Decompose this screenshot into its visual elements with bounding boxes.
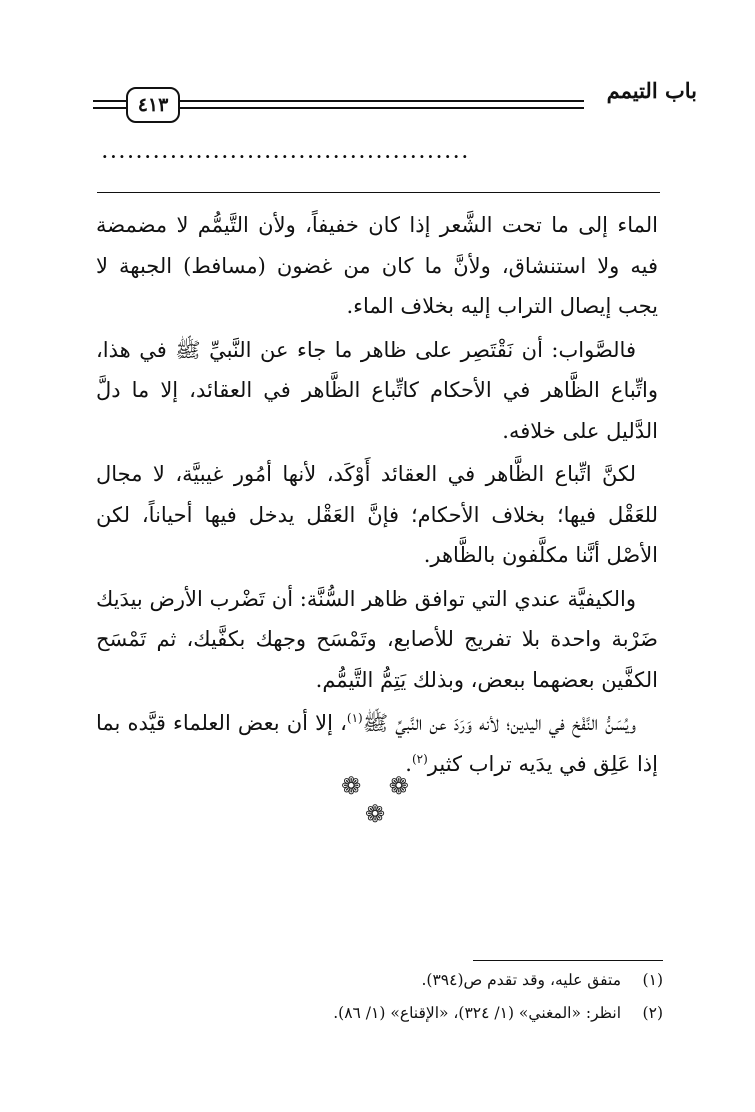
footnote-ref-2[interactable]: (٢): [411, 751, 428, 766]
paragraph: والكيفيَّة عندي التي توافق ظاهر السُّنَّة: أن تَضْرب الأرض بيدَيك ضَرْبة واحدة بلا تفريج للأصابع، وتَمْسَح وجهك بكفَّيك، ثم تَمْسَح الكفَّين بعضهما ببعض، وبذلك يَتِمُّ التَّيمُّم.: [96, 586, 658, 692]
footnote-number: (١): [642, 971, 663, 989]
footnote: [103, 997, 663, 1030]
page-number: ٤١٣: [126, 87, 180, 123]
footnote-text: انظر: «المغني» (١/ ٣٢٤)، «الإقناع» (١/ ٨٦).: [333, 1004, 621, 1022]
footnote-ref-1[interactable]: (١): [346, 711, 363, 725]
footnotes: [103, 964, 663, 1030]
paragraph-text: ، إلا أن بعض العلماء قيَّده بما إذا عَلِق في يدَيه تراب كثير: [96, 711, 658, 776]
dotted-separator: ...........................................: [102, 143, 471, 162]
paragraph-text: .: [405, 751, 412, 776]
paragraph: لكنَّ اتِّباع الظَّاهر في العقائد أَوْكَد، لأنها أمُور غيبيَّة، لا مجال للعَقْل فيها؛ بخلاف الأحكام؛ فإنَّ العَقْل يدخل فيها أحياناً، لكن الأصْل أنَّنا مكلَّفون بالظَّاهر.: [96, 462, 658, 567]
paragraph: الماء إلى ما تحت الشَّعر إذا كان خفيفاً، ولأن التَّيمُّم لا مضمضة فيه ولا استنشاق، ولأنَّ ما كان من غضون (مسافط) الجبهة لا يجب إيصال التراب إليه بخلاف الماء.: [96, 213, 658, 318]
header-rule: [176, 100, 584, 102]
footnote-number: (٢): [642, 1004, 663, 1022]
header-rule-left: [93, 100, 129, 102]
footnote: [103, 964, 663, 997]
flower-separator-icon: ❁ ❁ ❁: [341, 772, 419, 828]
paragraph: فالصَّواب: أن نَقْتَصِر على ظاهر ما جاء عن النَّبيِّ ﷺ في هذا، واتِّباع الظَّاهر في الأحكام كاتِّباع الظَّاهر في العقائد، إلا ما دلَّ الدَّليل على خلافه.: [96, 337, 658, 443]
body-text: [96, 205, 658, 784]
section-rule: [97, 192, 660, 193]
footnote-rule: [473, 960, 663, 961]
paragraph-text: ويُسَنُّ النَّفْخ في اليدين؛ لأنه وَرَدَ عن النَّبيِّ ﷺ: [362, 711, 636, 735]
header-rule: [176, 107, 584, 109]
header-rule-left: [93, 107, 129, 109]
footnote-text: متفق عليه، وقد تقدم ص(٣٩٤).: [421, 971, 621, 989]
chapter-title: باب التيمم: [606, 78, 697, 103]
